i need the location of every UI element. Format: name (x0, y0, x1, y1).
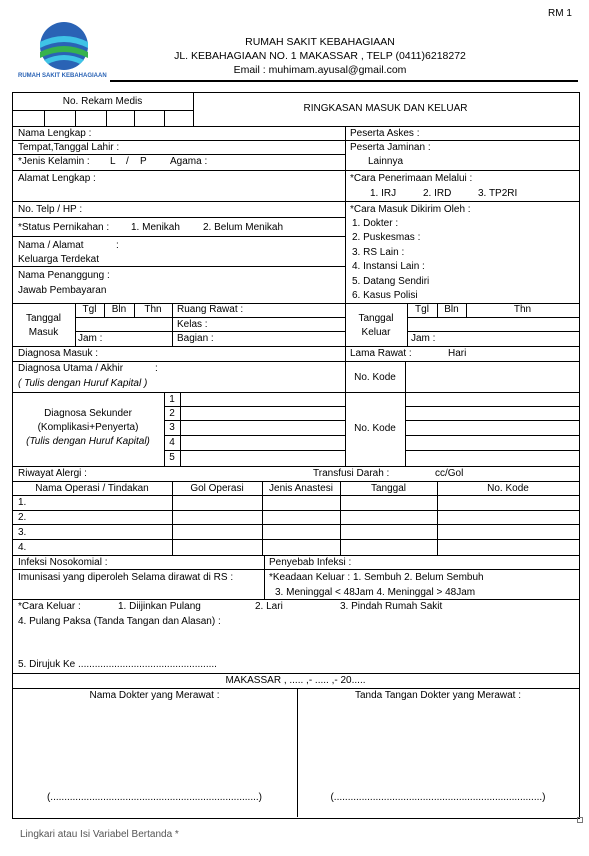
sekunder-num-2: 2 (169, 408, 175, 419)
ruang-rawat-label: Ruang Rawat : (177, 304, 244, 315)
masuk-jam-label: Jam : (78, 333, 103, 344)
jenis-kelamin-l[interactable]: L (110, 156, 116, 167)
tanggal-masuk-label: Tanggal (25, 313, 62, 324)
tanggal-keluar-label: Tanggal (358, 313, 394, 324)
penerimaan-ird[interactable]: 2. IRD (423, 188, 452, 199)
sekunder-num-5: 5 (169, 452, 175, 463)
rekam-medis-label: No. Rekam Medis (62, 96, 143, 107)
masuk-thn-header: Thn (144, 304, 162, 315)
riwayat-alergi-label: Riwayat Alergi : (18, 468, 87, 479)
kirim-dokter[interactable]: 1. Dokter : (352, 218, 399, 229)
keluar-label: Keluar (361, 327, 391, 338)
keluar-thn-header: Thn (513, 304, 532, 315)
jawab-pembayaran-label: Jawab Pembayaran (18, 285, 107, 296)
kirim-datang-sendiri[interactable]: 5. Datang Sendiri (352, 276, 430, 287)
agama-label: Agama : (170, 156, 208, 167)
kelas-label: Kelas : (177, 319, 208, 330)
op-header-nama: Nama Operasi / Tindakan (35, 483, 149, 494)
op-row-1: 1. (18, 497, 27, 508)
masuk-tgl-header: Tgl (82, 304, 97, 315)
penerimaan-irj[interactable]: 1. IRJ (370, 188, 397, 199)
penanggung-label: Nama Penanggung : (18, 270, 110, 281)
status-pernikahan-label: *Status Pernikahan : (18, 222, 110, 233)
masuk-label: Masuk (28, 327, 59, 338)
nama-alamat-label: Nama / Alamat (18, 240, 84, 251)
penerimaan-tp2ri[interactable]: 3. TP2RI (478, 188, 518, 199)
status-menikah[interactable]: 1. Menikah (131, 222, 180, 233)
kirim-puskesmas[interactable]: 2. Puskesmas : (352, 232, 421, 243)
hospital-logo (20, 20, 108, 82)
alamat-lengkap-label: Alamat Lengkap : (18, 173, 96, 184)
masuk-bln-header: Bln (111, 304, 127, 315)
diagnosa-utama-label: Diagnosa Utama / Akhir (18, 363, 124, 374)
tulis-kapital-hint-2: (Tulis dengan Huruf Kapital) (26, 436, 150, 447)
diagnosa-sekunder-label: Diagnosa Sekunder (44, 408, 132, 419)
keluar-dirujuk[interactable]: 5. Dirujuk Ke .................................................. (18, 659, 217, 670)
keluar-pulang-paksa[interactable]: 4. Pulang Paksa (Tanda Tangan dan Alasan) : (18, 616, 221, 627)
nama-dokter-label: Nama Dokter yang Merawat : (89, 690, 220, 701)
diagnosa-utama-colon: : (155, 363, 158, 374)
infeksi-label: Infeksi Nosokomial : (18, 557, 108, 568)
form-code: RM 1 (548, 8, 572, 19)
hari-label: Hari (448, 348, 467, 359)
lama-rawat-label: Lama Rawat : (350, 348, 412, 359)
jenis-kelamin-label: *Jenis Kelamin : (18, 156, 90, 167)
nama-lengkap-label: Nama Lengkap : (18, 128, 92, 139)
op-row-3: 3. (18, 527, 27, 538)
no-telp-label: No. Telp / HP : (18, 204, 83, 215)
transfusi-darah-label: Transfusi Darah : (313, 468, 390, 479)
kirim-instansi-lain[interactable]: 4. Instansi Lain : (352, 261, 425, 272)
kirim-kasus-polisi[interactable]: 6. Kasus Polisi (352, 290, 418, 301)
nama-alamat-colon: : (116, 240, 119, 251)
no-kode-sekunder-label: No. Kode (354, 423, 396, 434)
tempat-tgl-lahir-label: Tempat,Tanggal Lahir : (18, 142, 120, 153)
keluarga-terdekat-label: Keluarga Terdekat (18, 254, 99, 265)
diagnosa-masuk-label: Diagnosa Masuk : (18, 348, 99, 359)
sign-line-right[interactable]: (...........................................................................) (330, 792, 546, 803)
sekunder-num-3: 3 (169, 422, 175, 433)
keluar-pindah[interactable]: 3. Pindah Rumah Sakit (340, 601, 443, 612)
sekunder-num-4: 4 (169, 437, 175, 448)
kirim-rs-lain[interactable]: 3. RS Lain : (352, 247, 405, 258)
hospital-name: RUMAH SAKIT KEBAHAGIAAN (245, 36, 395, 48)
header-divider (110, 80, 578, 82)
bagian-label: Bagian : (177, 333, 214, 344)
sign-line-left[interactable]: (...........................................................................) (46, 792, 263, 803)
komplikasi-label: (Komplikasi+Penyerta) (37, 422, 139, 433)
cara-penerimaan-label: *Cara Penerimaan Melalui : (350, 173, 473, 184)
peserta-askes-label: Peserta Askes : (350, 128, 420, 139)
ttd-dokter-label: Tanda Tangan Dokter yang Merawat : (354, 690, 522, 701)
hospital-address: JL. KEBAHAGIAAN NO. 1 MAKASSAR , TELP (0411)6218272 (174, 50, 466, 62)
keadaan-keluar-label[interactable]: *Keadaan Keluar : 1. Sembuh 2. Belum Sembuh (269, 572, 484, 583)
footer-note: Lingkari atau Isi Variabel Bertanda * (20, 829, 179, 840)
jenis-kelamin-slash: / (126, 156, 129, 167)
keluar-diijinkan[interactable]: 1. Diijinkan Pulang (118, 601, 201, 612)
keluar-jam-label: Jam : (411, 333, 436, 344)
keluar-lari[interactable]: 2. Lari (255, 601, 283, 612)
jenis-kelamin-p[interactable]: P (140, 156, 147, 167)
cara-masuk-label: *Cara Masuk Dikirim Oleh : (350, 204, 471, 215)
keluar-tgl-header: Tgl (415, 304, 429, 315)
corner-marker (577, 817, 583, 823)
op-row-4: 4. (18, 542, 27, 553)
hospital-email: Email : muhimam.ayusal@gmail.com (233, 64, 407, 76)
form-title: RINGKASAN MASUK DAN KELUAR (303, 103, 468, 114)
tulis-kapital-hint-1: ( Tulis dengan Huruf Kapital ) (18, 378, 148, 389)
cc-gol-label: cc/Gol (435, 468, 464, 479)
cara-keluar-label: *Cara Keluar : (18, 601, 81, 612)
makassar-date: MAKASSAR , ..... ,- ..... ,- 20..... (225, 675, 366, 686)
lainnya-label: Lainnya (368, 156, 404, 167)
logo-text: RUMAH SAKIT KEBAHAGIAAN (18, 73, 107, 79)
op-header-tanggal: Tanggal (370, 483, 407, 494)
op-header-kode: No. Kode (487, 483, 529, 494)
imunisasi-label: Imunisasi yang diperoleh Selama dirawat di RS : (18, 572, 234, 583)
no-kode-utama-label: No. Kode (354, 372, 396, 383)
status-belum-menikah[interactable]: 2. Belum Menikah (203, 222, 284, 233)
op-header-gol: Gol Operasi (190, 483, 244, 494)
sekunder-num-1: 1 (169, 394, 175, 405)
op-row-2: 2. (18, 512, 27, 523)
keadaan-keluar-meninggal[interactable]: 3. Meninggal < 48Jam 4. Meninggal > 48Jam (275, 587, 476, 598)
keluar-bln-header: Bln (444, 304, 459, 315)
op-header-anastesi: Jenis Anastesi (269, 483, 333, 494)
penyebab-infeksi-label: Penyebab Infeksi : (269, 557, 352, 568)
peserta-jaminan-label: Peserta Jaminan : (350, 142, 431, 153)
